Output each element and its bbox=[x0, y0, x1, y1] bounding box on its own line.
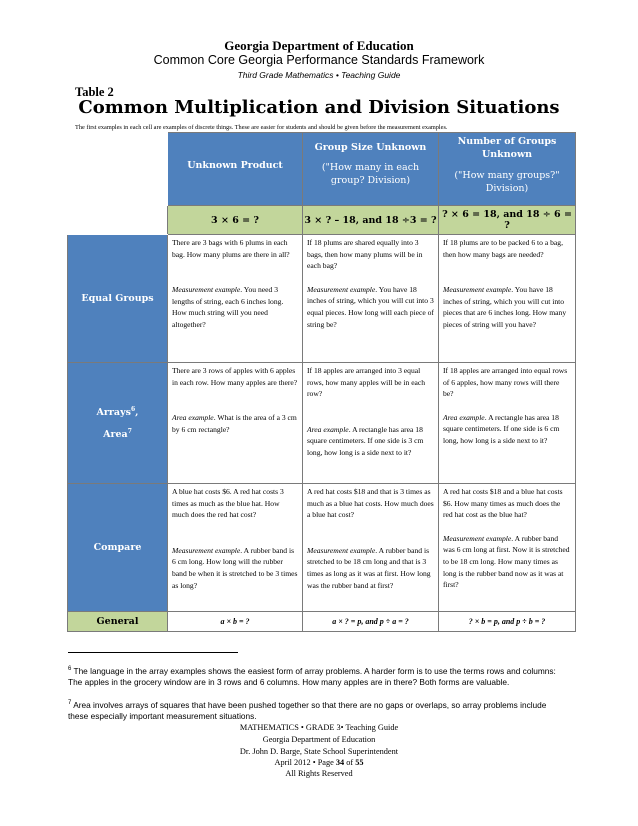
footer-line2: Georgia Department of Education bbox=[262, 735, 376, 744]
footnote-7: $^7$ Area involves arrays of squares that have been pushed together so that there are no gaps or overlaps, so array problems include these especially important measurement situations. bbox=[68, 699, 547, 721]
cell-measurement: Area example. A rectangle has area 18 square centimeters. If one side is 3 cm long, how long is a side next to it? bbox=[307, 424, 424, 457]
cell-compare-product bbox=[168, 484, 303, 612]
cell-arrays-group-size bbox=[303, 363, 439, 484]
cell-text: There are 3 bags with 6 plums in each bag. How many plums are there in all? bbox=[172, 238, 290, 259]
situations-table bbox=[67, 132, 576, 632]
cell-text: A red hat costs $18 and that is 3 times as much as a blue hat costs. How much does a blue hat cost? bbox=[307, 487, 434, 520]
empty-cell bbox=[68, 206, 168, 235]
table-label: Table 2 bbox=[75, 85, 114, 99]
row-label-compare: Compare bbox=[68, 484, 168, 612]
equation-group-size: 3 × ? – 18, and 18 ÷3 = ? bbox=[303, 206, 439, 235]
footer-line1: MATHEMATICS • GRADE 3• Teaching Guide bbox=[239, 723, 399, 732]
cell-compare-number-groups bbox=[439, 484, 576, 612]
cell-measurement: Measurement example. A rubber band is stretched to be 18 cm long and that is 3 times as long as it was at first. How long was the rubber band at first? bbox=[307, 545, 431, 590]
cell-compare-group-size bbox=[303, 484, 439, 612]
group-size-sub: ("How many in each group? Division) bbox=[321, 162, 420, 186]
row-label-arrays-area: Arrays$^6$, Area$^7$ bbox=[68, 363, 168, 484]
row-equal-groups bbox=[68, 235, 576, 363]
group-size-title: Group Size Unknown bbox=[314, 142, 427, 153]
equation-product: 3 × 6 = ? bbox=[168, 206, 303, 235]
cell-text: If 18 apples are arranged into equal rows of 6 apples, how many rows will there be? bbox=[443, 366, 568, 399]
footer-rights: All Rights Reserved bbox=[285, 769, 353, 778]
cell-text: There are 3 rows of apples with 6 apples in each row. How many apples are there? bbox=[172, 366, 298, 387]
cell-equal-groups-product bbox=[168, 235, 303, 363]
cell-measurement: Measurement example. You have 18 inches of string, which you will cut into pieces that are 6 inches long. How many pieces of string will you have? bbox=[443, 285, 567, 329]
row-compare bbox=[68, 484, 576, 612]
intro-text: The first examples in each cell are examples of discrete things. These are easier for students and should be given before the measurement examples. bbox=[75, 124, 448, 131]
cell-text: If 18 plums are shared equally into 3 bags, then how many plums will be in each bag? bbox=[307, 238, 423, 271]
general-product: a × b = ? bbox=[168, 612, 303, 632]
empty-corner bbox=[68, 133, 168, 206]
cell-equal-groups-number-groups bbox=[439, 235, 576, 363]
col-header-unknown-product bbox=[168, 133, 303, 206]
cell-arrays-product bbox=[168, 363, 303, 484]
equation-row bbox=[68, 206, 576, 235]
cell-text: A blue hat costs $6. A red hat costs 3 times as much as the blue hat. How much does the red hat cost? bbox=[172, 487, 284, 520]
number-groups-title: Number of Groups Unknown bbox=[457, 136, 557, 160]
footer-line3: Dr. John D. Barge, State School Superintendent bbox=[239, 747, 399, 756]
table-title: Common Multiplication and Division Situations bbox=[78, 97, 560, 118]
cell-measurement: Measurement example. A rubber band is 6 cm long. How long will the rubber band be when it is stretched to be 3 times as long? bbox=[172, 545, 298, 590]
row-label-equal-groups: Equal Groups bbox=[68, 235, 168, 363]
column-header-row bbox=[68, 133, 576, 206]
header-subtitle: Third Grade Mathematics • Teaching Guide bbox=[237, 70, 401, 80]
cell-text: If 18 plums are to be packed 6 to a bag, then how many bags are needed? bbox=[443, 238, 563, 259]
footnote-6: $^6$ The language in the array examples shows the easiest form of array problems. A harder form is to use the terms rows and columns: The apples in the grocery window are in 3 rows and 6 columns. How many apples are in there? Both forms are valuable. bbox=[68, 665, 556, 687]
footnote-divider bbox=[68, 652, 238, 653]
number-groups-sub: ("How many groups?" Division) bbox=[454, 170, 560, 194]
cell-measurement: Measurement example. A rubber band was 6 cm long at first. Now it is stretched to be 18 cm long. How many times as long is the rubber band now as it was at first? bbox=[443, 533, 570, 590]
col-header-group-size bbox=[303, 133, 439, 206]
general-group-size: a × ? = p, and p ÷ a = ? bbox=[303, 612, 439, 632]
cell-arrays-number-groups bbox=[439, 363, 576, 484]
equation-number-groups: ? × 6 = 18, and 18 ÷ 6 = ? bbox=[439, 206, 576, 235]
general-number-groups: ? × b = p, and p ÷ b = ? bbox=[439, 612, 576, 632]
cell-measurement: Measurement example. You need 3 lengths of string, each 6 inches long. How much string will you need altogether? bbox=[172, 285, 284, 329]
cell-text: A red hat costs $18 and a blue hat costs $6. How many times as much does the red hat cost as the blue hat? bbox=[443, 487, 563, 520]
cell-measurement: Area example. A rectangle has area 18 square centimeters. If one side is 6 cm long, how long is a side next to it? bbox=[443, 412, 560, 445]
row-general bbox=[68, 612, 576, 632]
cell-text: If 18 apples are arranged into 3 equal rows, how many apples will be in each row? bbox=[307, 366, 426, 399]
cell-equal-groups-group-size bbox=[303, 235, 439, 363]
cell-measurement: Area example. What is the area of a 3 cm by 6 cm rectangle? bbox=[172, 413, 297, 434]
row-arrays-area bbox=[68, 363, 576, 484]
header-framework: Common Core Georgia Performance Standards Framework bbox=[153, 53, 485, 67]
row-label-general: General bbox=[68, 612, 168, 632]
cell-measurement: Measurement example. You have 18 inches of string, which you will cut into 3 equal pieces. How long will each piece of string be? bbox=[307, 284, 434, 329]
unknown-product-title: Unknown Product bbox=[187, 160, 283, 171]
footer-page: April 2012 • Page 34 of 55 bbox=[274, 758, 364, 767]
col-header-number-groups bbox=[439, 133, 576, 206]
header-org: Georgia Department of Education bbox=[224, 38, 414, 53]
